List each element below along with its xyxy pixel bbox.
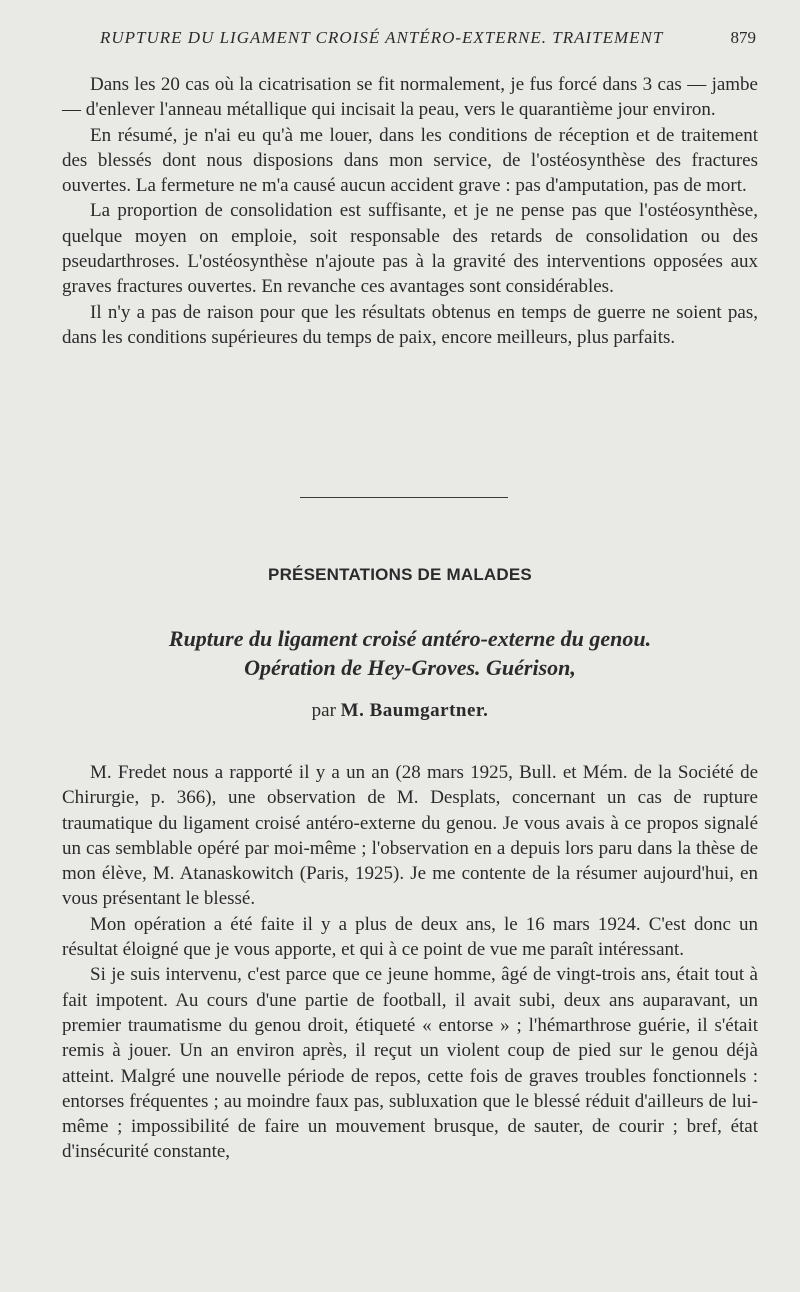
article-title <box>40 624 780 682</box>
paragraph: En résumé, je n'ai eu qu'à me louer, dans les conditions de réception et de traitement des blessés dont nous disposions dans mon service, de l'ostéosynthèse des fractures ouvertes. La fermeture ne m'a causé aucun accident grave : pas d'amputation, pas de mort. <box>62 124 758 197</box>
page-number: 879 <box>730 28 756 47</box>
running-header <box>100 28 756 48</box>
running-title: RUPTURE DU LIGAMENT CROISÉ ANTÉRO-EXTERNE. TRAITEMENT <box>100 28 664 47</box>
paragraph: Dans les 20 cas où la cicatrisation se fit normalement, je fus forcé dans 3 cas — jambe — d'enlever l'anneau métallique qui incisait la peau, vers le quarantième jour environ. <box>62 74 758 121</box>
byline-prefix: par <box>311 700 336 721</box>
paragraph: Il n'y a pas de raison pour que les résultats obtenus en temps de guerre ne soient pas, dans les conditions supérieures du temps de paix, encore meilleurs, plus parfaits. <box>62 301 758 348</box>
paragraph: Mon opération a été faite il y a plus de deux ans, le 16 mars 1924. C'est donc un résultat éloigné que je vous apporte, et qui à ce point de vue me paraît intéressant. <box>62 913 758 961</box>
paragraph: Si je suis intervenu, c'est parce que ce jeune homme, âgé de vingt-trois ans, était tout à fait impotent. Au cours d'une partie de football, il avait subi, deux ans auparavant, un premier traumatisme du genou droit, étiqueté « entorse » ; l'hémarthrose guérie, il s'était remis à jouer. Un an environ après, il reçut un violent coup de pied sur le genou déjà atteint. Malgré une nouvelle période de repos, cette fois de graves troubles fonctionnels : entorses fréquentes ; au moindre faux pas, subluxation que le blessé réduit d'ailleurs de lui-même ; impossibilité de faire un mouvement brusque, de sauter, de courir ; bref, état d'insécurité constante, <box>62 964 758 1163</box>
paragraph: La proportion de consolidation est suffisante, et je ne pense pas que l'ostéosynthèse, quelque moyen on emploie, soit responsable des retards de consolidation ou des pseudarthroses. L'ostéosynthèse n'ajoute pas à la gravité des interventions opposées aux graves fractures ouvertes. En revanche ces avantages sont considérables. <box>62 200 758 298</box>
byline <box>0 700 800 722</box>
section-divider <box>300 497 508 498</box>
article-title-line: Opération de Hey-Groves. Guérison, <box>244 655 576 680</box>
article-body <box>62 760 758 1165</box>
author-name: M. Baumgartner. <box>340 700 489 721</box>
paragraph: M. Fredet nous a rapporté il y a un an (28 mars 1925, Bull. et Mém. de la Société de Chirurgie, p. 366), une observation de M. Desplats, concernant un cas de rupture traumatique du ligament croisé antéro-externe du genou. Je vous avais à ce propos signalé un cas semblable opéré par moi-même ; l'observation en a depuis lors paru dans la thèse de mon élève, M. Atanaskowitch (Paris, 1925). Je me contente de la résumer aujourd'hui, en vous présentant le blessé. <box>62 762 758 910</box>
section-title: PRÉSENTATIONS DE MALADES <box>268 565 532 584</box>
article-title-line: Rupture du ligament croisé antéro-externe du genou. <box>168 626 652 651</box>
previous-article-conclusion <box>62 72 758 350</box>
